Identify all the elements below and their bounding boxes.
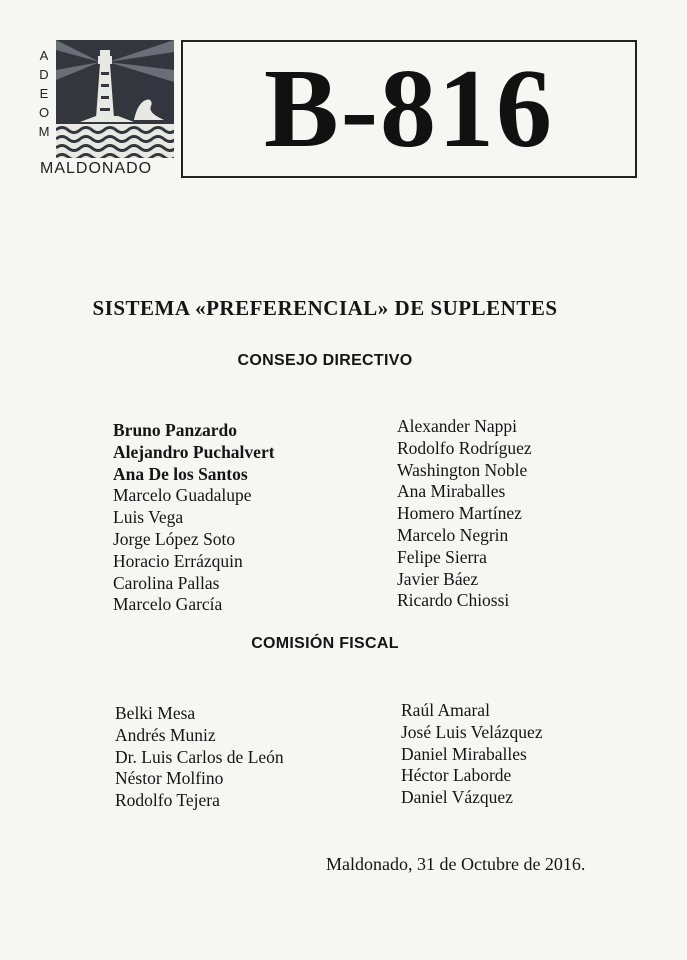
list-item: Alexander Nappi [397, 416, 518, 436]
list-item: Héctor Laborde [401, 765, 512, 786]
logo-letter: O [38, 105, 50, 120]
fiscal-left-column [115, 703, 284, 812]
list-item: Ana De los Santos [113, 463, 248, 484]
consejo-left-column [113, 420, 275, 616]
list-code-box [181, 40, 637, 178]
list-item: José Luis Velázquez [401, 721, 543, 742]
list-item: Horacio Errázquin [113, 550, 243, 571]
adeom-logo [34, 40, 174, 180]
list-item: Belki Mesa [115, 703, 196, 723]
list-item: Ana Miraballes [397, 481, 506, 502]
comision-fiscal-heading: COMISIÓN FISCAL [251, 635, 399, 652]
list-item: Washington Noble [397, 459, 528, 480]
document-date: Maldonado, 31 de Octubre de 2016. [326, 854, 586, 874]
logo-letter: A [39, 48, 49, 63]
list-item: Rodolfo Rodríguez [397, 437, 532, 458]
logo-letter: M [38, 124, 50, 139]
lighthouse-icon [56, 40, 174, 158]
list-item: Javier Báez [397, 568, 479, 589]
logo-letter: D [39, 67, 49, 82]
list-item: Luis Vega [113, 507, 184, 528]
list-item: Néstor Molfino [115, 768, 224, 789]
logo-letter: E [39, 86, 49, 101]
list-item: Daniel Miraballes [401, 743, 527, 764]
list-item: Bruno Panzardo [113, 420, 237, 440]
list-item: Marcelo García [113, 594, 223, 615]
list-item: Andrés Muniz [115, 724, 216, 745]
list-item: Raúl Amaral [401, 700, 490, 720]
list-item: Ricardo Chiossi [397, 590, 510, 611]
list-item: Marcelo Negrin [397, 524, 509, 545]
list-item: Jorge López Soto [113, 528, 236, 549]
document-title: SISTEMA «PREFERENCIAL» DE SUPLENTES [92, 296, 558, 320]
logo-caption: MALDONADO [40, 160, 153, 177]
list-item: Carolina Pallas [113, 572, 220, 593]
list-item: Dr. Luis Carlos de León [115, 746, 284, 767]
fiscal-right-column [401, 700, 543, 809]
consejo-directivo-heading: CONSEJO DIRECTIVO [237, 352, 413, 369]
list-item: Rodolfo Tejera [115, 790, 220, 811]
consejo-right-column [397, 416, 532, 612]
logo-vertical-letters [34, 48, 54, 139]
list-item: Daniel Vázquez [401, 787, 513, 808]
list-item: Marcelo Guadalupe [113, 485, 252, 506]
list-item: Felipe Sierra [397, 546, 487, 567]
list-item: Homero Martínez [397, 503, 522, 524]
list-code: B-816 [264, 47, 554, 171]
list-item: Alejandro Puchalvert [113, 441, 275, 462]
